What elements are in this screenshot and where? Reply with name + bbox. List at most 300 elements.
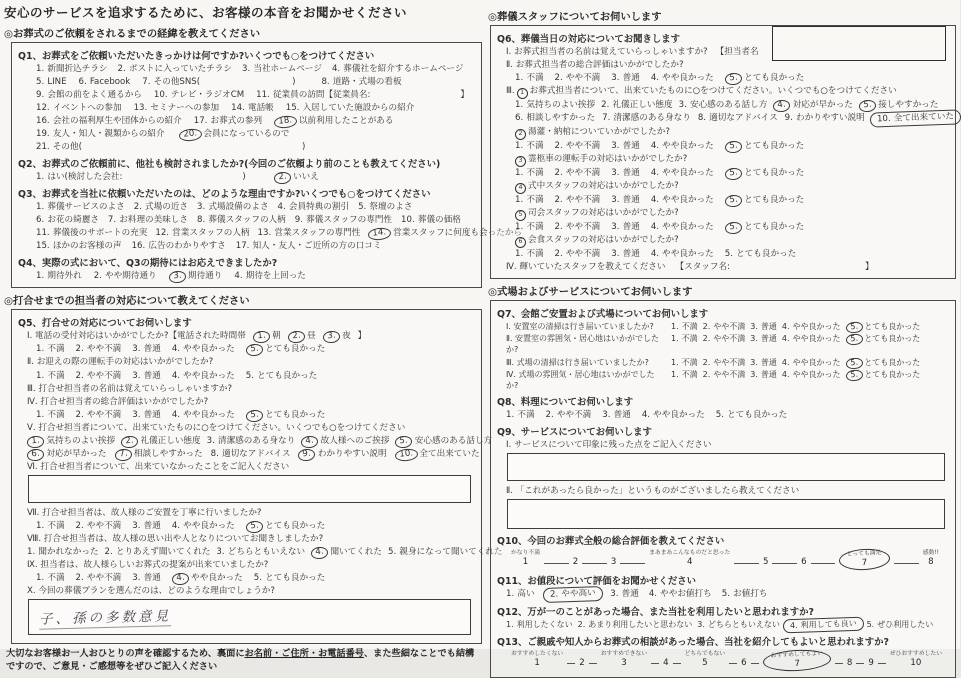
question-row — [18, 270, 475, 282]
question-row — [18, 585, 475, 597]
circle-annotation: 2. — [287, 331, 305, 345]
circle-annotation: 5. — [245, 520, 263, 534]
option: 3. 普通 — [132, 409, 161, 420]
option: 5. とても良かった — [253, 572, 326, 583]
option-number: 12. — [155, 228, 170, 239]
scale-number: 10 — [910, 657, 922, 668]
scale-label: ぜひおすすめしたい — [889, 650, 943, 657]
write-box — [507, 453, 945, 481]
option: 2. 式場の近さ — [133, 202, 189, 213]
circle-annotation: 5. — [245, 344, 263, 358]
scale-line — [673, 663, 681, 664]
option: 5. ぜひ利用したい — [866, 619, 934, 629]
option: 19. 友人・知人・親類からの紹介 — [36, 129, 165, 140]
option-circled: 10. 全て出来ていた — [870, 109, 961, 127]
label-text: Ⅹ. 今回の葬儀プランを選んだのは、どのような理由でしょうか? — [27, 585, 275, 596]
question-label: Q7、会館ご安置および式場についてお伺いします — [497, 308, 709, 320]
option: 2. やや不満 — [702, 321, 746, 331]
option-number: 5. — [721, 588, 730, 599]
option-number: 1. — [515, 194, 524, 205]
option-circled: 5. とても良かった — [725, 167, 805, 179]
option-circled: 3. 期待通り — [169, 270, 223, 282]
option: 4. 期待を上回った — [234, 271, 306, 282]
question-row — [18, 201, 475, 213]
circled-number-icon: 4 — [515, 183, 526, 194]
option: 17. 知人・友人・ご近所の方の口コミ — [235, 241, 382, 252]
option-number: 8. — [197, 215, 206, 226]
footer-text: 、また些細なことでも結構ですので、ご意見・ご感想等をぜひご記入ください — [6, 647, 475, 672]
question-row — [18, 227, 523, 240]
scale-line — [878, 663, 886, 664]
circle-annotation: 4. — [301, 435, 319, 449]
scale-point — [649, 550, 730, 568]
option: 2. やや不満 — [75, 344, 122, 355]
scale-point-circled — [839, 548, 891, 572]
footer-text: 大切なお客様お一人おひとりの声を確認するため、裏面に — [6, 647, 245, 659]
option-number: 9. — [294, 215, 303, 226]
option-circled: 5. 安心感のある話し方 — [395, 435, 492, 447]
question-row — [18, 356, 475, 368]
option: 2. 礼儀正しい態度 — [601, 100, 673, 110]
option-number: 3. — [611, 221, 620, 232]
option: 1. 不満 — [515, 248, 544, 259]
option-number: 3. — [750, 369, 758, 379]
circled-number-icon: 6 — [515, 237, 526, 248]
option: 1. 不満 — [671, 369, 698, 379]
option-number: 6. — [515, 113, 524, 124]
option: 3. 普通 — [750, 321, 777, 331]
question-row — [497, 85, 949, 98]
option-circled: 5. とても良かった — [846, 369, 921, 380]
option: 3. 当社ホームページ — [242, 64, 322, 74]
question-row — [18, 383, 475, 395]
scale-line — [734, 563, 759, 564]
circle-annotation: 10. — [394, 448, 418, 462]
question-label: Q3、お葬式を当社に依頼いただいたのは、どのような理由ですか?いくつでも○をつけてください — [18, 189, 431, 201]
option: 1. 不満 — [515, 73, 544, 84]
option-number: 9. — [784, 113, 793, 124]
option: 12. 営業スタッフの人柄 — [155, 228, 250, 239]
option: 11. 従業員の訪問【従業員名: — [256, 90, 371, 101]
option: 3. 普通 — [132, 520, 161, 531]
option-number: 1. — [36, 520, 45, 531]
scale-number: 7 — [793, 658, 800, 669]
label-text: Ⅱ. 安置室の雰囲気・居心地はいかがでしたか? — [506, 334, 660, 355]
option: 1. 利用したくない — [506, 619, 573, 629]
scale-point — [663, 651, 668, 669]
option: 3. 清潔感のある身なり — [206, 435, 296, 446]
circle-annotation: 6. — [26, 448, 44, 462]
option-number: 21. — [36, 142, 50, 153]
option: 2. やや不満 — [75, 572, 122, 583]
question-label: Q11、お値段について評価をお聞かせください — [497, 575, 696, 587]
option: 1. はい(検討した会社: — [36, 172, 123, 183]
option-circled: 10. 全て出来ていた — [395, 448, 480, 460]
question-label: Q9、サービスについてお伺いします — [497, 427, 652, 439]
question-box — [490, 300, 956, 678]
label-text: 【スタッフ名: — [675, 261, 730, 272]
option-number: 16. — [36, 116, 50, 127]
question-row — [18, 448, 480, 460]
option: 4. やや良かった — [781, 321, 841, 331]
scale-line — [751, 663, 759, 664]
question-row — [497, 153, 949, 166]
circle-annotation: 5. — [858, 99, 876, 113]
option-number: 5. — [715, 410, 724, 421]
circle-annotation: 5. — [245, 409, 263, 423]
question-row — [497, 167, 949, 179]
label-text: ) — [301, 142, 306, 153]
question-box — [490, 25, 956, 279]
label-text: Ⅳ. 打合せ担当者の総合評価はいかがでしたか? — [27, 396, 209, 407]
footer-note — [6, 648, 480, 674]
option: 3. 普通 — [610, 588, 639, 599]
option: 1. 不満 — [515, 140, 544, 151]
option-number: 3. — [750, 321, 758, 331]
page-title: 安心のサービスを追求するために、お客様の本音をお聞かせください — [4, 5, 408, 20]
scale-point — [868, 651, 873, 669]
option-number: 2. — [545, 410, 554, 421]
handwritten-text: 子、孫の多数意見 — [39, 604, 172, 629]
option-number: 4. — [650, 221, 660, 232]
option-circled: 5. とても良かった — [846, 357, 921, 368]
option-number: 2. — [702, 321, 711, 331]
circle-annotation: 5. — [724, 221, 742, 235]
option-number: 5. — [36, 77, 45, 88]
option: 13. セミナーへの参加 — [133, 103, 220, 114]
question-row — [18, 572, 475, 584]
scale-point — [573, 550, 578, 568]
scale-number: 7 — [861, 558, 868, 569]
label-text: Ⅵ. 打合せ担当者について、出来ていなかったことをご記入ください — [27, 461, 290, 472]
option-number: 3. — [197, 202, 206, 213]
option: 5. とても良かった — [724, 248, 797, 259]
option-number: 3. — [132, 520, 141, 531]
option: 2. やや不満 — [554, 167, 601, 178]
option-number: 4. — [277, 202, 286, 213]
label-text: Ⅰ. 安置室の清掃は行き届いていましたか? — [506, 321, 654, 331]
section-heading: ◎お葬式のご依頼をされるまでの経緯を教えてください — [4, 28, 261, 40]
question-row — [18, 115, 475, 127]
option-number: 13. — [133, 103, 148, 114]
option-number: 4. — [781, 321, 790, 331]
option-number: 14. — [231, 103, 245, 114]
right-column-blocks — [488, 8, 956, 678]
option: 5. LINE — [36, 77, 67, 88]
option: 1. 気持ちのよい挨拶 — [515, 100, 596, 110]
question-label: Q6、葬儀当日の対応についてお聞きします — [497, 34, 681, 45]
question-row — [18, 461, 475, 473]
circle-annotation: 1. — [252, 331, 270, 345]
option-circled: 5. とても良かった — [725, 140, 805, 152]
circle-annotation: 14. — [368, 227, 392, 241]
label-text: Ⅲ. 打合せ担当者の名前は覚えていらっしゃいますか? — [27, 383, 233, 394]
attendant-name-entry-box — [772, 26, 946, 61]
scale-label — [870, 651, 872, 658]
scale-number: 4 — [663, 657, 669, 668]
circle-annotation: 2. — [121, 435, 139, 449]
question-label: Q4、実際の式において、Q3の期待にはお応えできましたか? — [18, 258, 278, 270]
scale-label: 感動!! — [922, 550, 939, 557]
option: 6. Facebook — [78, 77, 131, 88]
option-number: 1. — [671, 334, 679, 344]
option-number: 4. — [781, 357, 790, 367]
question-row — [497, 126, 949, 139]
option: 7. その他SNS( — [142, 77, 201, 88]
option-number: 1. — [36, 172, 45, 183]
label-text: Ⅱ. 「これがあったら良かった」というものがございましたら教えてください — [506, 486, 800, 497]
option: 3. 普通 — [750, 369, 777, 379]
option-number: 4. — [650, 140, 660, 151]
option-circled: 2. やや高い — [542, 585, 602, 602]
option-number: 11. — [36, 228, 50, 239]
option-number: 3. — [242, 64, 251, 74]
scale-label — [613, 550, 615, 557]
option: 1. 不満 — [36, 572, 65, 583]
option-number: 2. — [75, 344, 84, 355]
option: 3. 安心感のある話し方 — [678, 100, 768, 110]
option-number: 13. — [257, 228, 272, 239]
option: 16. 会社の福利厚生や団体からの紹介 — [36, 116, 182, 127]
scale-label: どちらでもない — [684, 650, 726, 657]
question-row — [497, 588, 949, 601]
option: 2. やや不満 — [702, 357, 746, 367]
label-text: Ⅴ. 打合せ担当者について、出来ていたものに○をつけてください。いくつでも○をつけてください — [27, 422, 406, 433]
label-text: 】 — [460, 90, 469, 101]
option: 5. お値打ち — [721, 588, 768, 599]
option: 1. 不満 — [506, 410, 535, 421]
label-text: Ⅰ. 電話の受付対応はいかがでしたか?【電話された時間帯 — [27, 331, 246, 342]
option-number: 5. — [388, 546, 397, 557]
scale-label — [575, 550, 577, 557]
option: 3. 普通 — [132, 370, 161, 381]
label-text: Ⅳ. 式場の雰囲気・居心地はいかがでしたか? — [506, 369, 655, 391]
option: 2. やや不満 — [554, 221, 601, 232]
question-row — [18, 76, 475, 88]
option-circled: 6. 対応が早かった — [27, 448, 107, 460]
option-circled: 5. とても良かった — [246, 520, 326, 532]
option-number: 1. — [671, 321, 679, 331]
option-number: 4. — [648, 588, 658, 599]
question-row — [18, 214, 475, 226]
option: 3. 普通 — [611, 167, 640, 178]
option: 1. 不満 — [36, 370, 65, 381]
option-number: 4. — [650, 73, 660, 84]
option: 10. テレビ・ラジオCM — [153, 90, 245, 101]
option: 1. 期待外れ — [36, 271, 82, 282]
option: 8. 道路・式場の看板 — [321, 77, 402, 88]
option-number: 3. — [611, 194, 620, 205]
option-number: 5. — [245, 370, 254, 381]
option-circled: 5. とても良かった — [846, 321, 921, 332]
option: 4. やや良かった — [781, 369, 841, 379]
question-row — [18, 559, 475, 571]
option-circled: 2. いいえ — [274, 171, 319, 183]
circle-annotation: 2. — [273, 171, 291, 185]
option: 1. 不満 — [671, 357, 698, 367]
scale-label — [765, 550, 767, 557]
option-number: 19. — [36, 129, 50, 140]
option: 2. やや不満 — [75, 370, 122, 381]
circle-annotation: 5. — [724, 194, 742, 208]
option-number: 1. — [36, 572, 45, 583]
scale-number: 6 — [741, 657, 747, 668]
option-number: 7. — [107, 215, 117, 226]
option: 17. お葬式の参列 — [193, 116, 263, 127]
option: 2. やや不満 — [554, 194, 601, 205]
question-row — [497, 99, 949, 111]
option-circled: 20. 会員になっているので — [179, 128, 290, 140]
option-number: 1. — [27, 546, 36, 557]
option-number: 16. — [131, 241, 146, 252]
sub-question-label: 2 湯灌・納棺についていかがでしたか? — [515, 126, 670, 139]
option-number: 2. — [75, 572, 84, 583]
rating-scale — [511, 549, 939, 568]
option: 2. やや不満 — [75, 409, 122, 420]
section-heading: ◎打合せまでの担当者の対応について教えてください — [4, 295, 250, 308]
option-number: 1. — [515, 140, 524, 151]
question-box — [11, 309, 503, 644]
sub-question-label: 6 会食スタッフの対応はいかがでしたか? — [515, 234, 679, 247]
option: 2. とりあえず聞いてくれた — [104, 546, 211, 557]
question-label: Q13、ご親戚や知人からお葬式の相談があった場合、当社を紹介してもよいと思われますか? — [497, 636, 889, 648]
option: 12. イベントへの参加 — [36, 103, 122, 114]
option: 3. 普通 — [132, 344, 161, 355]
option: 8. 葬儀スタッフの人柄 — [197, 215, 286, 226]
option-number: 2. — [702, 369, 711, 379]
circle-annotation: 5. — [395, 435, 413, 449]
rating-scale — [511, 650, 943, 669]
option-number: 5. — [358, 202, 367, 213]
option-number: 3. — [602, 410, 611, 421]
option-number: 2. — [702, 334, 711, 344]
scale-point-circled — [762, 648, 831, 673]
circle-annotation: 7. — [114, 448, 132, 462]
question-row — [18, 141, 475, 153]
question-row — [18, 422, 475, 434]
scale-line — [544, 563, 569, 564]
option-number: 1. — [515, 221, 524, 232]
scale-point — [741, 651, 746, 669]
option: 1. 新聞折込チラシ — [36, 64, 108, 74]
scale-label — [581, 651, 583, 658]
option: 1. 高い — [506, 588, 535, 599]
option: 4. やや良かった — [650, 167, 714, 178]
option-number: 4. — [789, 620, 798, 630]
scale-point — [511, 550, 540, 568]
option-number: 4. — [171, 344, 181, 355]
option-number: 4. — [781, 369, 790, 379]
option-number: 2. — [133, 202, 142, 213]
label-text: Ⅱ. お葬式担当者の総合評価はいかがでしたか? — [506, 60, 684, 71]
circled-number-icon: 3 — [515, 156, 526, 167]
label-text: ) — [242, 172, 246, 183]
question-label: Q10、今回のお葬式全般の総合評価を教えてください — [497, 536, 725, 548]
circle-annotation: 5. — [845, 357, 863, 370]
option: 4. やや良かった — [650, 248, 714, 259]
option-number: 1. — [506, 588, 515, 599]
label-text: 】 — [357, 331, 367, 342]
option: 1. 不満 — [671, 334, 698, 344]
option-number: 6. — [36, 215, 45, 226]
question-row — [497, 194, 949, 206]
option-circled: 4. 聞いてくれた — [311, 546, 382, 558]
scale-number: 3 — [621, 657, 627, 668]
option-number: 3. — [611, 167, 620, 178]
question-row — [497, 485, 949, 497]
option-number: 3. — [750, 334, 758, 344]
circle-annotation: 9. — [298, 448, 316, 462]
question-row — [18, 63, 475, 75]
option-number: 8. — [697, 113, 707, 124]
option: 9. 葬儀スタッフの専門性 — [294, 215, 393, 226]
option: 2. やや不満 — [554, 140, 601, 151]
option-circled: 5. とても良かった — [725, 72, 805, 84]
scale-label — [665, 651, 667, 658]
question-row — [497, 234, 949, 247]
scale-line — [772, 563, 797, 564]
option: 3. どちらともいえない — [216, 546, 306, 557]
option: 3. 普通 — [611, 194, 640, 205]
option: 4. やや良かった — [781, 334, 841, 344]
option-number: 3. — [678, 100, 687, 110]
option: 2. やや不満 — [545, 410, 592, 421]
option: 13. 営業スタッフの専門性 — [257, 228, 361, 239]
scale-label — [803, 550, 805, 557]
label-text: ) — [292, 77, 296, 88]
label-text: Ⅰ. お葬式担当者の名前は覚えていらっしゃいますか? — [506, 47, 708, 57]
option-number: 5. — [253, 572, 262, 583]
option: 4. 葬儀社を紹介するホームページ — [331, 64, 464, 74]
option: 7. お料理の美味しさ — [107, 215, 189, 226]
scale-number: 1 — [534, 657, 540, 668]
scale-line — [567, 663, 575, 664]
option-number: 15. — [285, 103, 300, 114]
option-circled: 4. 対応が早かった — [773, 99, 853, 111]
question-row — [497, 321, 949, 332]
option-circled: 1. 朝 — [253, 330, 281, 342]
option: 6. 相談しやすかった — [515, 113, 596, 124]
circled-number-icon: 5 — [515, 210, 526, 221]
question-row — [18, 128, 475, 140]
scale-label — [743, 651, 745, 658]
scale-number: 5 — [702, 657, 708, 668]
scale-number: 9 — [868, 657, 874, 668]
scale-point — [511, 651, 563, 669]
question-label: Q5、打合せの対応についてお伺いします — [18, 318, 192, 330]
scale-line — [729, 663, 737, 664]
sub-question-label: 3 霊柩車の運転手の対応はいかがでしたか? — [515, 153, 687, 166]
scale-label: かなり不満 — [511, 550, 540, 557]
option-number: 2. — [104, 546, 113, 557]
scale-number: 4 — [686, 557, 693, 568]
circled-number-icon: 2 — [515, 129, 526, 140]
option-number: 4. — [331, 64, 341, 74]
footer-underlined-text: お名前・ご住所・お電話番号 — [244, 647, 364, 659]
scale-point — [601, 651, 647, 669]
option: 16. 広告のわかりやすさ — [131, 241, 226, 252]
option-number: 1. — [506, 410, 515, 421]
label-text: Ⅳ. 輝いていたスタッフを教えてください — [506, 261, 666, 272]
option-circled: 4. 故人様へのご挨拶 — [301, 435, 389, 447]
option-number: 3. — [610, 588, 619, 599]
sub-question-label: 1 お葬式担当者について、出来ていたものに○をつけてください。いくつでも○をつけてください — [517, 85, 897, 98]
scale-point — [685, 651, 726, 669]
option-number: 1. — [36, 409, 45, 420]
option: 4. ややお値打ち — [648, 588, 712, 599]
label-text: Ⅰ. サービスについて印象に残った点をご記入ください — [506, 440, 712, 451]
option: 3. 普通 — [132, 572, 161, 583]
